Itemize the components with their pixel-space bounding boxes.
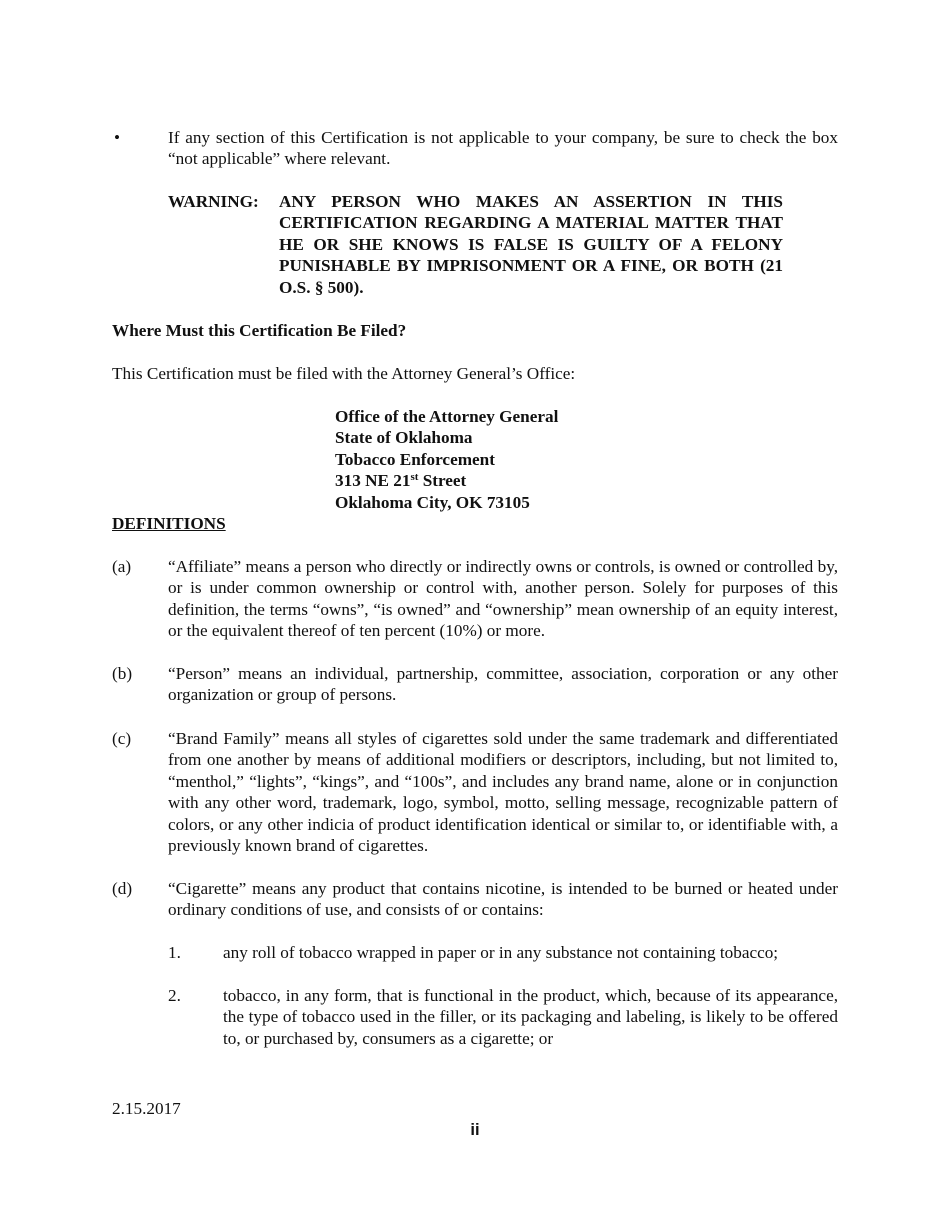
bullet-text: If any section of this Certification is not applicable to your company, be sure to check the box “not applicable” where relevant.	[168, 128, 838, 169]
subitem-text-1: any roll of tobacco wrapped in paper or in any substance not containing tobacco;	[223, 943, 779, 962]
definition-text-b: “Person” means an individual, partnership, committee, association, corporation or any other organization or group of persons.	[168, 664, 838, 705]
warning-label: WARNING:	[168, 192, 259, 211]
definition-label-b: (b)	[112, 664, 133, 683]
definition-label-d: (d)	[112, 879, 133, 898]
warning-text: ANY PERSON WHO MAKES AN ASSERTION IN THIS CERTIFICATION REGARDING A MATERIAL MATTER THAT HE OR SHE KNOWS IS FALSE IS GUILTY OF A FELONY PUNISHABLE BY IMPRISONMENT OR A FINE, OR BOTH (21 O.S. § 500).	[279, 192, 783, 297]
bullet-symbol: •	[114, 128, 121, 147]
definition-text-d: “Cigarette” means any product that contains nicotine, is intended to be burned or heated under ordinary conditions of use, and consists of or contains:	[168, 879, 838, 920]
address-line-4	[335, 470, 558, 491]
address-line-1: Office of the Attorney General	[335, 407, 559, 426]
address-block	[335, 406, 558, 513]
subitem-text-2: tobacco, in any form, that is functional in the product, which, because of its appearance, the type of tobacco used in the filler, or its packaging and labeling, is likely to be offered to, or purchased by, consumers as a cigarette; or	[223, 986, 838, 1048]
address-line-4-suffix: Street	[418, 471, 467, 491]
footer-date: 2.15.2017	[112, 1099, 181, 1118]
filing-text: This Certification must be filed with the Attorney General’s Office:	[112, 364, 576, 383]
definition-text-a: “Affiliate” means a person who directly or indirectly owns or controls, is owned or controlled by, or is under common ownership or control with, another person. Solely for purposes of this definition, the terms “owns”, “is owned” and “ownership” mean ownership of an equity interest, or the equivalent thereof of ten percent (10%) or more.	[168, 557, 838, 641]
definition-text-c: “Brand Family” means all styles of cigarettes sold under the same trademark and differentiated from one another by means of additional modifiers or descriptors, including, but not limited to, “menthol,” “lights”, “kings”, and “100s”, and includes any brand name, alone or in conjunction with any other word, trademark, logo, symbol, motto, selling message, recognizable pattern of colors, or any other indicia of product identification identical or similar to, or identifiable with, a previously known brand of cigarettes.	[168, 729, 838, 856]
filing-heading: Where Must this Certification Be Filed?	[112, 321, 407, 340]
definitions-heading: DEFINITIONS	[112, 514, 226, 533]
address-line-4-sup: st	[410, 471, 419, 484]
definition-label-c: (c)	[112, 729, 132, 748]
address-line-5: Oklahoma City, OK 73105	[335, 492, 530, 512]
address-line-2: State of Oklahoma	[335, 428, 473, 448]
address-line-4-prefix: 313 NE 21	[335, 471, 411, 491]
page-number: ii	[470, 1121, 480, 1139]
subitem-label-2: 2.	[168, 986, 181, 1005]
definition-label-a: (a)	[112, 557, 132, 576]
address-line-3: Tobacco Enforcement	[335, 449, 495, 469]
subitem-label-1: 1.	[168, 943, 181, 962]
